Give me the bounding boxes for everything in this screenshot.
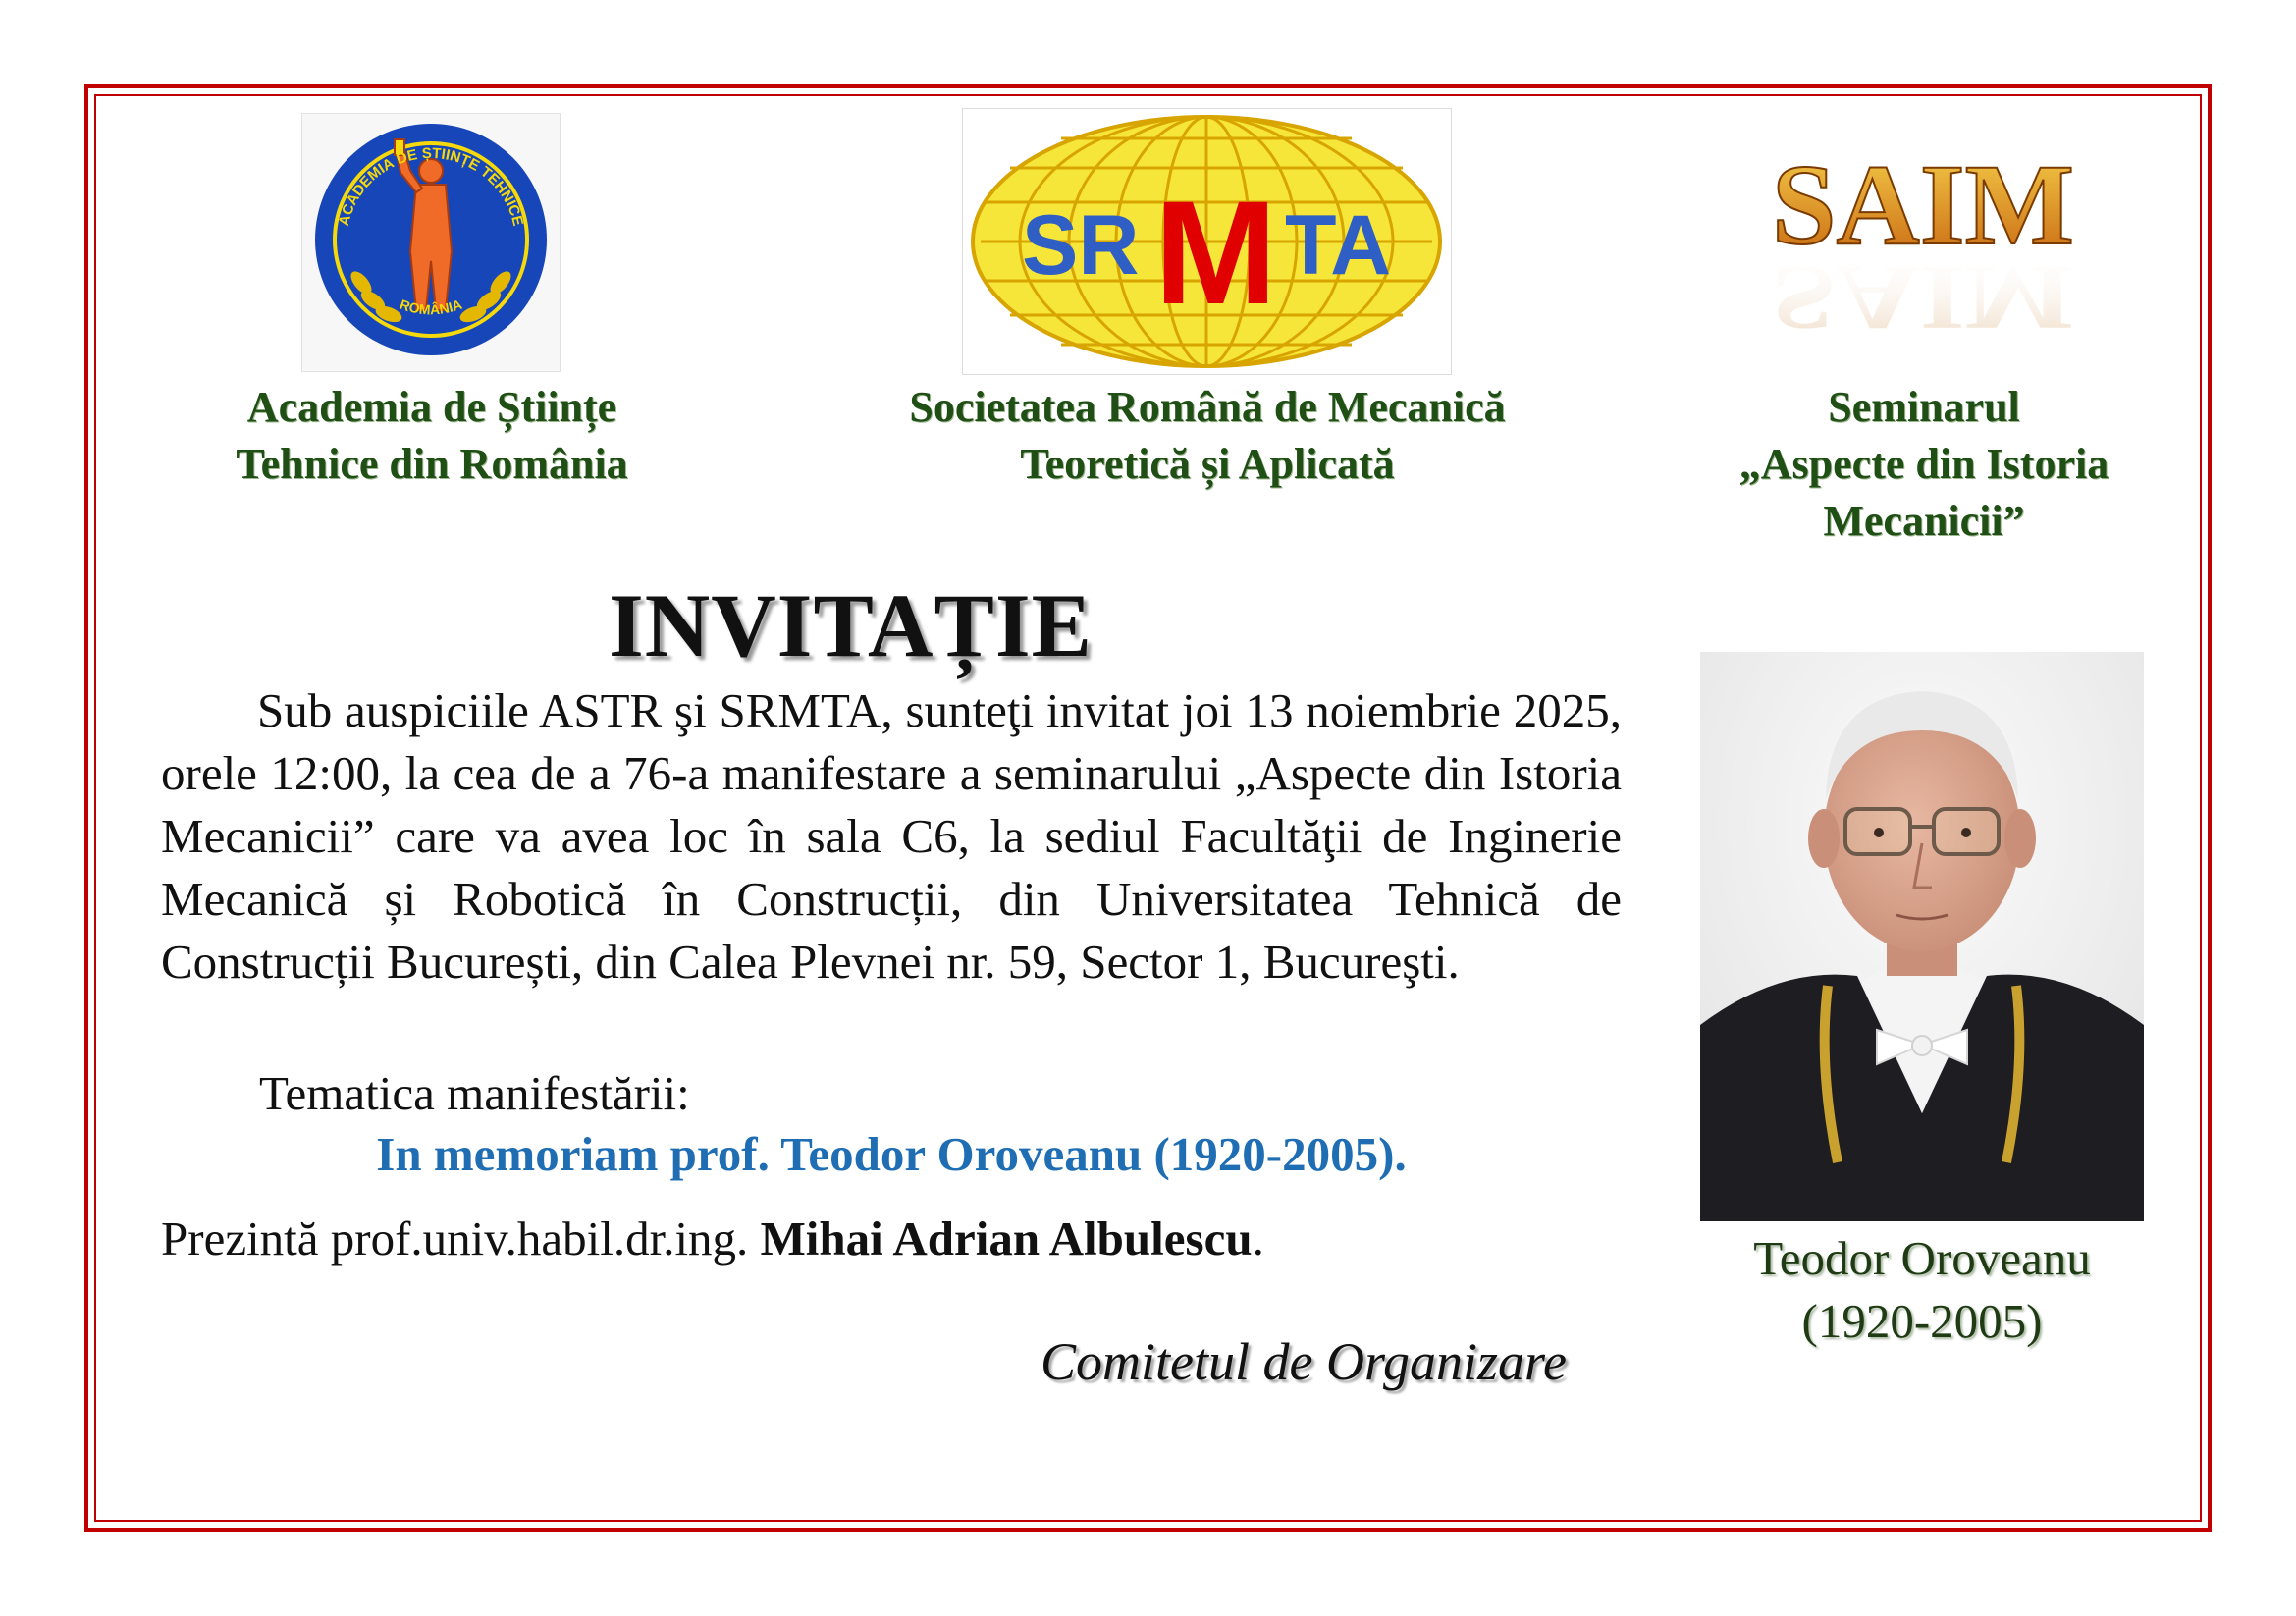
presenter-prefix: Prezintă prof.univ.habil.dr.ing. bbox=[161, 1212, 749, 1266]
invitation-paragraph: Sub auspiciile ASTR şi SRMTA, sunteţi invitat joi 13 noiembrie 2025, orele 12:00, la cea de a 76-a manifestare a seminarului „Aspecte din Istoria Mecanicii” care va avea loc în sala C6, la sediul Facultăţii de Inginerie Mecanică și Robotică în Construcții, din Universitatea Tehnică de Construcții București, din Calea Plevnei nr. 59, Sector 1, Bucureşti. bbox=[161, 683, 1622, 989]
org-srmta-name: Societatea Română de Mecanică Teoretică și Aplicată bbox=[909, 383, 1506, 488]
astr-logo bbox=[301, 113, 561, 372]
presenter-suffix: . bbox=[1252, 1212, 1264, 1266]
svg-text:ROMÂNIA: ROMÂNIA bbox=[398, 296, 464, 318]
portrait-caption bbox=[1669, 1227, 2175, 1353]
saim-logo bbox=[1716, 145, 2130, 332]
invitation-title: INVITAȚIE bbox=[609, 575, 1093, 675]
portrait-caption-name: Teodor Oroveanu bbox=[1753, 1231, 2091, 1285]
topic-label: Tematica manifestării: bbox=[259, 1066, 690, 1120]
svg-text:SAIM: SAIM bbox=[1771, 145, 2075, 269]
organizing-committee-signature: Comitetul de Organizare bbox=[1041, 1332, 1567, 1391]
portrait-caption-years: (1920-2005) bbox=[1801, 1294, 2043, 1348]
svg-text:M: M bbox=[1154, 170, 1277, 335]
org-saim-name: Seminarul „Aspecte din Istoria Mecanicii” bbox=[1738, 383, 2109, 545]
portrait-photo bbox=[1700, 652, 2144, 1221]
srmta-logo bbox=[962, 108, 1452, 375]
svg-text:ACADEMIA DE ȘTIINȚE TEHNICE: ACADEMIA DE ȘTIINȚE TEHNICE bbox=[335, 144, 527, 228]
presenter-line bbox=[161, 1208, 1264, 1270]
svg-text:TA: TA bbox=[1285, 198, 1392, 293]
presenter-name: Mihai Adrian Albulescu bbox=[760, 1212, 1253, 1266]
topic-title: In memoriam prof. Teodor Oroveanu (1920-2005). bbox=[376, 1127, 1407, 1181]
svg-text:SAIM: SAIM bbox=[1771, 245, 2075, 332]
svg-text:SR: SR bbox=[1022, 198, 1140, 293]
org-astr-name: Academia de Științe Tehnice din România bbox=[236, 383, 628, 488]
